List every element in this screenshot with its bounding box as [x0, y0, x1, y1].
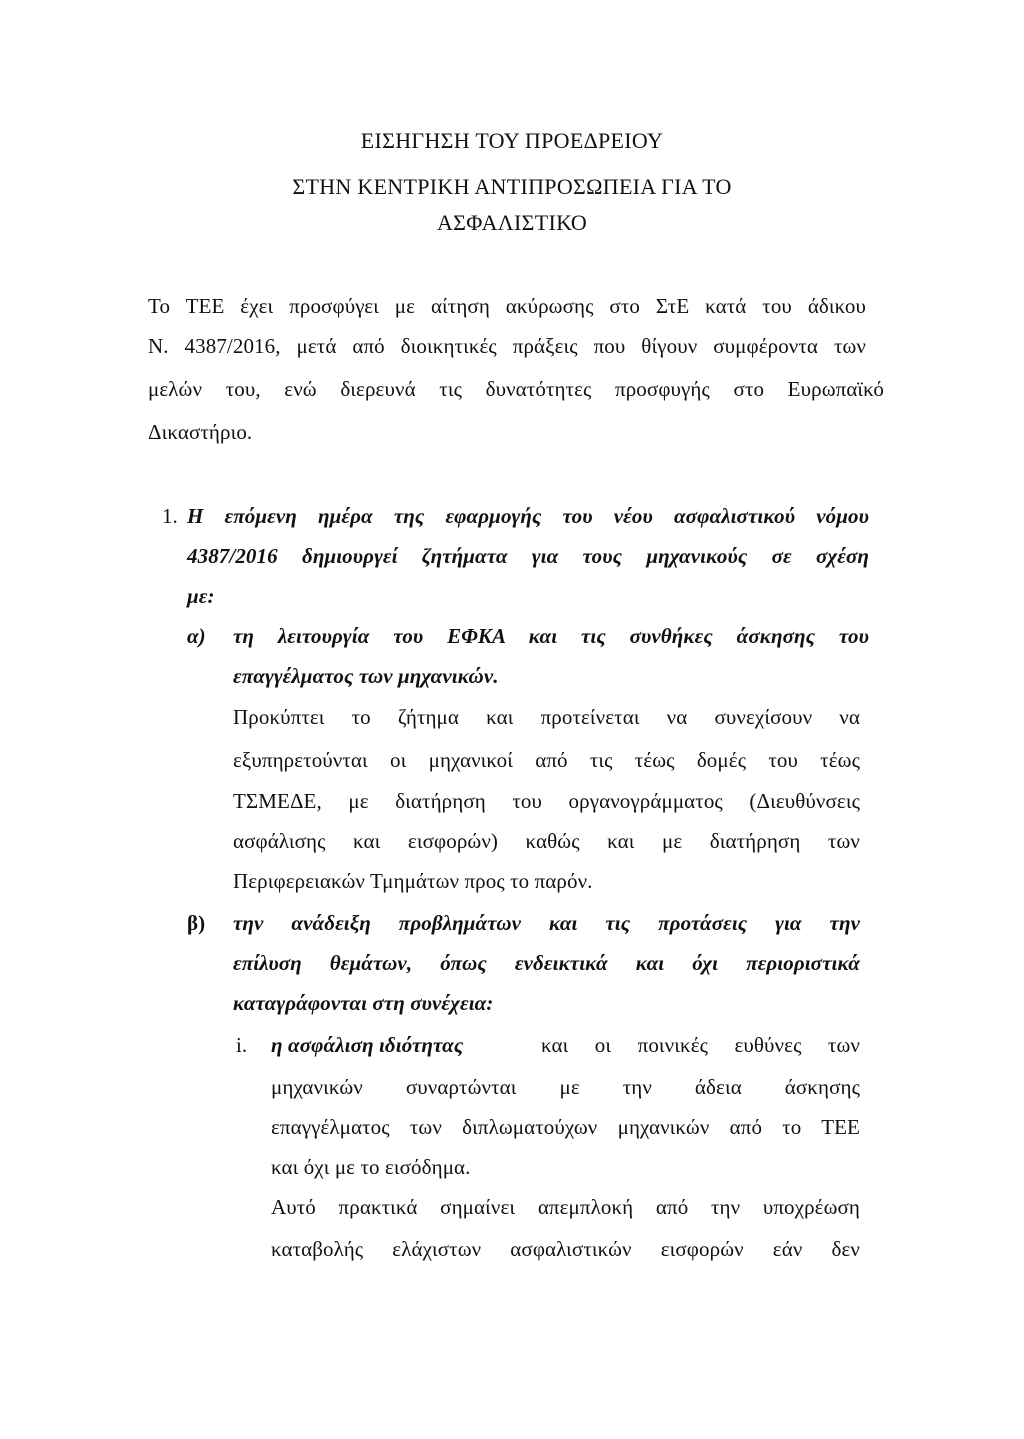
item-b-line-2: επίλυση θεμάτων, όπως ενδεικτικά και όχι περιοριστικά: [233, 951, 860, 975]
header-line-1: ΕΙΣΗΓΗΣΗ ΤΟΥ ΠΡΟΕΔΡΕΙΟΥ: [360, 128, 664, 153]
item-i-para-line-2: καταβολής ελάχιστων ασφαλιστικών εισφορών εάν δεν: [271, 1237, 860, 1261]
item-a-para-line-5: Περιφερειακών Τμημάτων προς το παρόν.: [233, 869, 593, 893]
item-a-para-line-3: ΤΣΜΕΔΕ, με διατήρηση του οργανογράμματος (Διευθύνσεις: [233, 789, 860, 813]
item-i-line-3: επαγγέλματος των διπλωματούχων μηχανικών από το ΤΕΕ: [271, 1115, 860, 1139]
intro-line-1: Το ΤΕΕ έχει προσφύγει με αίτηση ακύρωσης στο ΣτΕ κατά του άδικου: [148, 294, 866, 318]
header-line-2: ΣΤΗΝ ΚΕΝΤΡΙΚΗ ΑΝΤΙΠΡΟΣΩΠΕΙΑ ΓΙΑ ΤΟ: [292, 174, 732, 199]
item-i-line-4: και όχι με το εισόδημα.: [271, 1155, 471, 1179]
section-1-line-3: με:: [187, 584, 215, 608]
item-i-line-2: μηχανικών συναρτώνται με την άδεια άσκησης: [271, 1075, 860, 1099]
item-i-bold-text: η ασφάλιση ιδιότητας: [271, 1033, 464, 1057]
intro-line-4: Δικαστήριο.: [148, 420, 253, 444]
section-1-line-2: 4387/2016 δημιουργεί ζητήματα για τους μηχανικούς σε σχέση: [187, 544, 869, 568]
item-a-para-line-1: Προκύπτει το ζήτημα και προτείνεται να συνεχίσουν να: [233, 705, 860, 729]
item-b-line-1: την ανάδειξη προβλημάτων και τις προτάσεις για την: [233, 911, 860, 935]
item-a-label: α): [187, 624, 206, 648]
section-1-number: 1.: [162, 504, 178, 528]
section-1-line-1: Η επόμενη ημέρα της εφαρμογής του νέου ασφαλιστικού νόμου: [187, 504, 869, 528]
item-a-line-1: τη λειτουργία του ΕΦΚΑ και τις συνθήκες άσκησης του: [233, 624, 869, 648]
header-line-3: ΑΣΦΑΛΙΣΤΙΚΟ: [436, 210, 588, 235]
item-b-label: β): [187, 911, 206, 935]
item-i-para-line-1: Αυτό πρακτικά σημαίνει απεμπλοκή από την υποχρέωση: [271, 1195, 860, 1219]
item-i-label: i.: [236, 1033, 248, 1057]
intro-line-2: Ν. 4387/2016, μετά από διοικητικές πράξεις που θίγουν συμφέροντα των: [148, 334, 866, 358]
item-a-para-line-2: εξυπηρετούνται οι μηχανικοί από τις τέως δομές του τέως: [233, 748, 860, 772]
item-i-line-1-rest: και οι ποινικές ευθύνες των: [541, 1033, 860, 1057]
item-a-para-line-4: ασφάλισης και εισφορών) καθώς και με διατήρηση των: [233, 829, 860, 853]
item-a-line-2: επαγγέλματος των μηχανικών.: [233, 664, 499, 688]
item-b-line-3: καταγράφονται στη συνέχεια:: [233, 991, 494, 1015]
intro-line-3: μελών του, ενώ διερευνά τις δυνατότητες προσφυγής στο Ευρωπαϊκό: [148, 377, 884, 401]
